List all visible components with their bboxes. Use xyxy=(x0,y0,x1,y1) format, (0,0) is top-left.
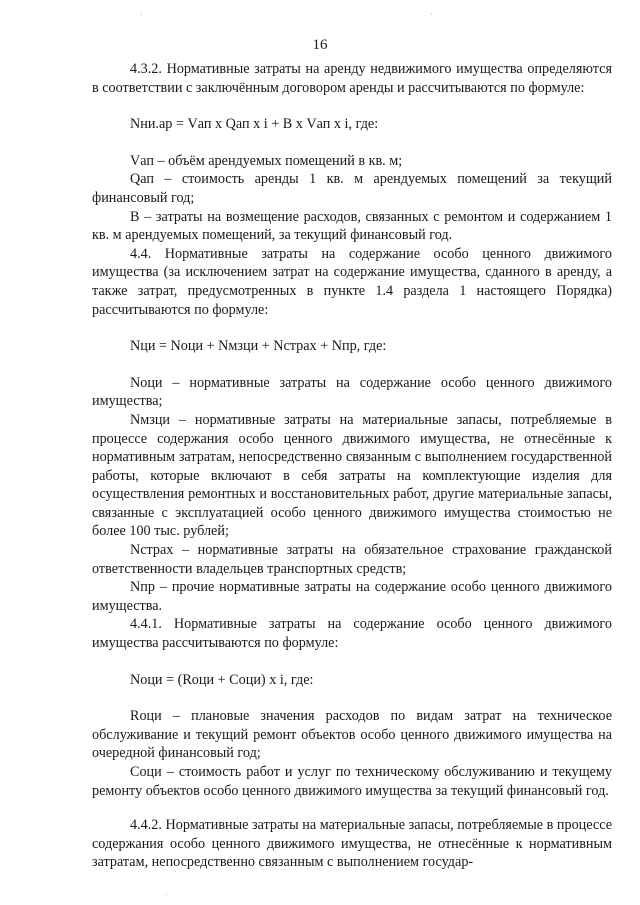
definition-soci: Соци – стоимость работ и услуг по техническому обслуживанию и текущему ремонту объектов особо ценного движимого имущества за текущий финансовый год. xyxy=(92,764,612,799)
paragraph-4-4: 4.4. Нормативные затраты на содержание особо ценного движимого имущества (за исключением затрат на содержание имущества, сданного в аренду, а также затрат, предусмотренных в пункте 1.4 раздела 1 настоящего Порядка) рассчитываются по формуле: xyxy=(92,245,612,318)
paragraph-4-4-2: 4.4.2. Нормативные затраты на материальные запасы, потребляемые в процессе содержания особо ценного движимого имущества, не отнесённые к нормативным затратам, непосредственно связанным с выполнением государ- xyxy=(92,817,612,871)
paragraph-4-4-1: 4.4.1. Нормативные затраты на содержание особо ценного движимого имущества рассчитываются по формуле: xyxy=(92,616,612,652)
formula-movable-property: Nци = Nоци + Nмзци + Nстрах + Nпр, где: xyxy=(130,338,387,355)
definition-b: В – затраты на возмещение расходов, связанных с ремонтом и содержанием 1 кв. м арендуемых помещений, за текущий финансовый год. xyxy=(92,208,612,244)
definition-noci: Nоци – нормативные затраты на содержание особо ценного движимого имущества; xyxy=(92,374,612,410)
scan-speck: · xyxy=(430,10,433,19)
formula-maintenance: Nоци = (Rоци + Соци) х i, где: xyxy=(130,671,314,688)
definition-nstrakh: Nстрах – нормативные затраты на обязательное страхование гражданской ответственности владельцев транспортных средств; xyxy=(92,542,612,577)
scan-speck: · xyxy=(140,10,143,19)
page-number: 16 xyxy=(312,37,328,53)
document-body xyxy=(92,60,612,872)
definition-npr: Nпр – прочие нормативные затраты на содержание особо ценного движимого имущества. xyxy=(92,579,612,614)
definition-vap: Vап – объём арендуемых помещений в кв. м; xyxy=(130,152,403,169)
formula-rent: Nни.ар = Vап х Qап х i + В х Vап х i, где: xyxy=(130,116,379,133)
definition-nmzci: Nмзци – нормативные затраты на материальные запасы, потребляемые в процессе содержания особо ценного движимого имущества, не отнесённые к нормативным затратам, непосредственно связанным с выполнением государственной работы, которые включают в себя затраты на комплектующие изделия для осуществления ремонтных и восстановительных работ, другие материальные запасы, связанные с эксплуатацией особо ценного движимого имущества стоимостью не более 100 тыс. рублей; xyxy=(92,411,612,540)
paragraph-4-3-2: 4.3.2. Нормативные затраты на аренду недвижимого имущества определяются в соответствии с заключённым договором аренды и рассчитываются по формуле: xyxy=(92,61,612,96)
scan-speck: · xyxy=(165,890,168,899)
definition-roci: Rоци – плановые значения расходов по видам затрат на техническое обслуживание и текущий ремонт объектов особо ценного движимого имущества на очередной финансовый год; xyxy=(92,708,612,762)
definition-qap: Qап – стоимость аренды 1 кв. м арендуемых помещений за текущий финансовый год; xyxy=(92,171,612,206)
